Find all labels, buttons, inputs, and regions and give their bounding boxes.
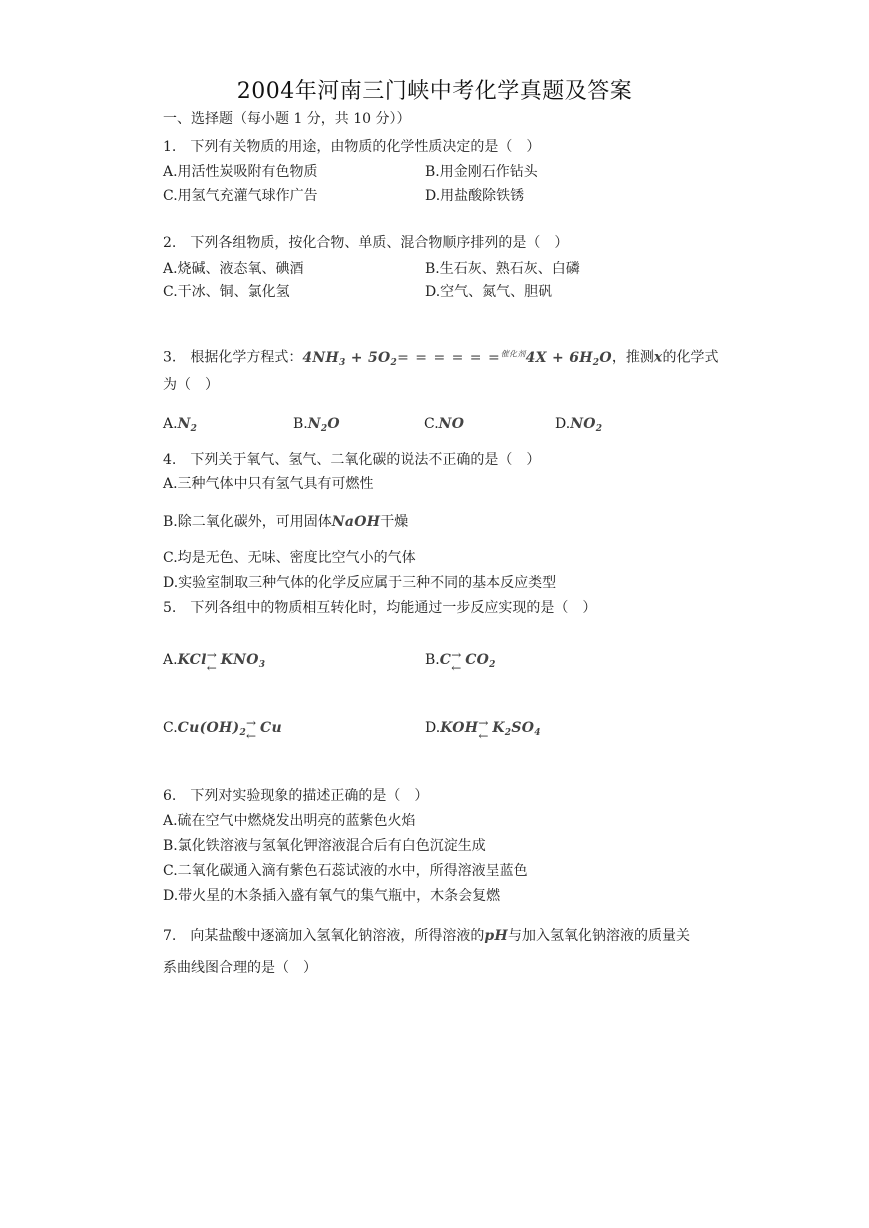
q4-option-c: C.均是无色、无味、密度比空气小的气体	[163, 550, 416, 566]
q5-b-right-sub: 2	[489, 660, 496, 670]
q5-d-label: D.	[425, 720, 441, 736]
q3-c-formula: NO	[438, 416, 465, 432]
q3-option-d	[555, 414, 602, 439]
q5-c-left: Cu(OH)	[177, 720, 240, 736]
q7-stem-line2: 系曲线图合理的是（ ）	[163, 960, 317, 976]
q5-a-left: KCl	[177, 652, 207, 668]
q3-option-a	[163, 414, 197, 439]
q4-b-prefix: B.除二氧化碳外，可用固体	[163, 514, 332, 530]
q1-option-b: B.用金刚石作钻头	[425, 164, 538, 180]
eq-rhs-end: O	[599, 349, 612, 366]
q3-d-formula: NO	[570, 416, 596, 432]
q5-d-right2: SO	[511, 720, 535, 736]
double-arrow-icon: → ←	[206, 648, 218, 675]
q3-option-b	[293, 414, 340, 439]
q4-option-b	[163, 512, 408, 532]
q5-option-d	[425, 718, 541, 743]
eq-lhs1-sub: 3	[339, 357, 346, 368]
q7-stem	[163, 926, 690, 946]
q5-b-label: B.	[425, 652, 440, 668]
q5-option-b	[425, 650, 496, 675]
q7-stem-suffix: 与加入氢氧化钠溶液的质量关	[507, 928, 690, 944]
q5-option-a	[163, 650, 265, 675]
q3-stem-prefix: 3. 根据化学方程式：	[163, 349, 303, 366]
q5-d-right-sub: 2	[504, 728, 512, 738]
eq-rhs: 4X + 6H	[525, 349, 593, 366]
double-arrow-icon: → ←	[246, 716, 257, 743]
q2-option-b: B.生石灰、熟石灰、白磷	[425, 261, 580, 277]
q7-stem-prefix: 7. 向某盐酸中逐滴加入氢氧化钠溶液，所得溶液的	[163, 928, 485, 944]
q5-option-c	[163, 718, 282, 743]
q3-equation	[302, 350, 611, 366]
q3-a-formula: N	[177, 416, 191, 432]
document-title: 2004年河南三门峡中考化学真题及答案	[236, 79, 633, 104]
q2-option-c: C.干冰、铜、氯化氢	[163, 284, 290, 300]
q3-d-sub: 2	[595, 424, 603, 434]
q4-option-d: D.实验室制取三种气体的化学反应属于三种不同的基本反应类型	[163, 575, 557, 591]
q3-stem-suffix: 的化学式	[662, 349, 719, 366]
q5-b-left: C	[439, 652, 452, 668]
section-heading: 一、选择题（每小题 1 分，共 10 分））	[163, 111, 411, 127]
q2-option-a: A.烧碱、液态氧、碘酒	[163, 261, 304, 277]
q5-d-right: K	[492, 720, 505, 736]
q6-option-c: C.二氧化碳通入滴有紫色石蕊试液的水中，所得溶液呈蓝色	[163, 863, 528, 879]
q4-b-suffix: 干燥	[380, 514, 409, 530]
q4-stem: 4. 下列关于氧气、氢气、二氧化碳的说法不正确的是（ ）	[163, 452, 541, 468]
double-arrow-icon: → ←	[478, 716, 489, 743]
q5-c-left-sub: 2	[239, 728, 247, 738]
q3-a-sub: 2	[190, 424, 198, 434]
q6-option-d: D.带火星的木条插入盛有氧气的集气瓶中，木条会复燃	[163, 888, 501, 904]
q2-stem: 2. 下列各组物质，按化合物、单质、混合物顺序排列的是（ ）	[163, 235, 569, 251]
q3-b-formula2: O	[327, 416, 340, 432]
q5-b-right: CO	[465, 652, 490, 668]
q1-option-a: A.用活性炭吸附有色物质	[163, 164, 318, 180]
q4-b-formula: NaOH	[331, 514, 381, 530]
q3-b-label: B.	[293, 416, 308, 432]
q7-ph: pH	[484, 928, 508, 944]
q1-option-d: D.用盐酸除铁锈	[425, 188, 525, 204]
q6-option-a: A.硫在空气中燃烧发出明亮的蓝紫色火焰	[163, 813, 416, 829]
q5-d-left: KOH	[440, 720, 479, 736]
q1-stem: 1. 下列有关物质的用途，由物质的化学性质决定的是（ ）	[163, 139, 541, 155]
eq-rhs-sub: 2	[592, 357, 600, 368]
q3-var-x: x	[653, 349, 663, 366]
q3-b-sub: 2	[320, 424, 328, 434]
q5-a-right: KNO	[220, 652, 259, 668]
eq-catalyst: 催化剂	[500, 349, 526, 358]
double-arrow-icon: → ←	[451, 648, 462, 675]
q5-c-label: C.	[163, 720, 178, 736]
eq-lhs1: 4NH	[302, 349, 340, 366]
q3-a-label: A.	[163, 416, 178, 432]
q5-c-right: Cu	[260, 720, 282, 736]
q5-stem: 5. 下列各组中的物质相互转化时，均能通过一步反应实现的是（ ）	[163, 600, 597, 616]
eq-equals: = = = = = =	[397, 349, 501, 366]
q3-stem-line2: 为（ ）	[163, 377, 219, 393]
q3-c-label: C.	[424, 416, 439, 432]
q6-stem: 6. 下列对实验现象的描述正确的是（ ）	[163, 788, 429, 804]
q3-b-formula: N	[307, 416, 321, 432]
q3-option-c	[424, 414, 464, 434]
q3-d-label: D.	[555, 416, 571, 432]
q5-a-label: A.	[163, 652, 178, 668]
eq-lhs2-sub: 2	[390, 357, 398, 368]
q4-option-a: A.三种气体中只有氢气具有可燃性	[163, 476, 374, 492]
q3-stem-mid: ，推测	[611, 349, 654, 366]
q2-option-d: D.空气、氮气、胆矾	[425, 284, 553, 300]
eq-plus: + 5O	[345, 349, 391, 366]
q6-option-b: B.氯化铁溶液与氢氧化钾溶液混合后有白色沉淀生成	[163, 838, 486, 854]
q5-d-right2-sub: 4	[534, 728, 541, 738]
q3-stem	[163, 344, 719, 373]
q5-a-right-sub: 3	[258, 660, 266, 670]
q1-option-c: C.用氢气充灌气球作广告	[163, 188, 318, 204]
